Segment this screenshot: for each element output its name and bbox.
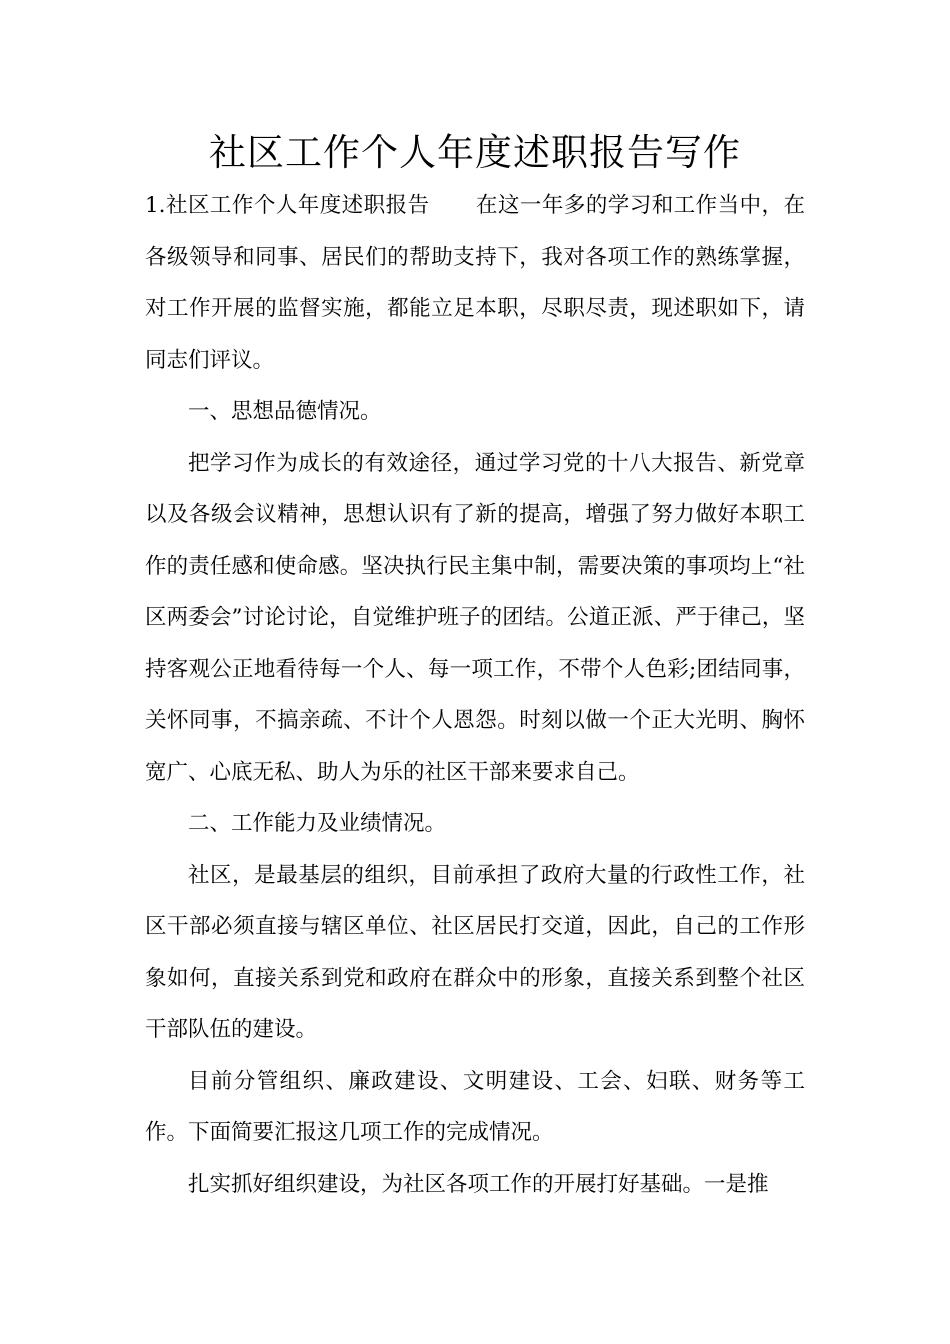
document-body bbox=[145, 180, 805, 1210]
section-1-heading: 一、思想品德情况。 bbox=[188, 399, 382, 424]
section-2-paragraph-1: 社区，是最基层的组织，目前承担了政府大量的行政性工作，社区干部必须直接与辖区单位、社区居民打交道，因此，自己的工作形象如何，直接关系到党和政府在群众中的形象，直接关系到整个社区干部队伍的建设。 bbox=[145, 862, 805, 1042]
section-2-paragraph-3: 扎实抓好组织建设，为社区各项工作的开展打好基础。一是推 bbox=[188, 1171, 769, 1197]
document-title: 社区工作个人年度述职报告写作 bbox=[209, 131, 741, 174]
section-2-heading: 二、工作能力及业绩情况。 bbox=[188, 811, 447, 836]
section-2-paragraph-2: 目前分管组织、廉政建设、文明建设、工会、妇联、财务等工作。下面简要汇报这几项工作的完成情况。 bbox=[145, 1068, 805, 1145]
opening-text: 在这一年多的学习和工作当中，在各级领导和同事、居民们的帮助支持下，我对各项工作的熟练掌握，对工作开展的监督实施，都能立足本职，尽职尽责，现述职如下，请同志们评议。 bbox=[145, 193, 805, 373]
section-1-paragraph: 把学习作为成长的有效途径，通过学习党的十八大报告、新党章以及各级会议精神，思想认识有了新的提高，增强了努力做好本职工作的责任感和使命感。坚决执行民主集中制，需要决策的事项均上“社区两委会”讨论讨论，自觉维护班子的团结。公道正派、严于律己，坚持客观公正地看待每一个人、每一项工作，不带个人色彩;团结同事，关怀同事，不搞亲疏、不计个人恩怨。时刻以做一个正大光明、胸怀宽广、心底无私、助人为乐的社区干部来要求自己。 bbox=[145, 450, 805, 785]
opening-paragraph bbox=[145, 180, 805, 386]
opening-heading: 1.社区工作个人年度述职报告 bbox=[145, 193, 430, 218]
